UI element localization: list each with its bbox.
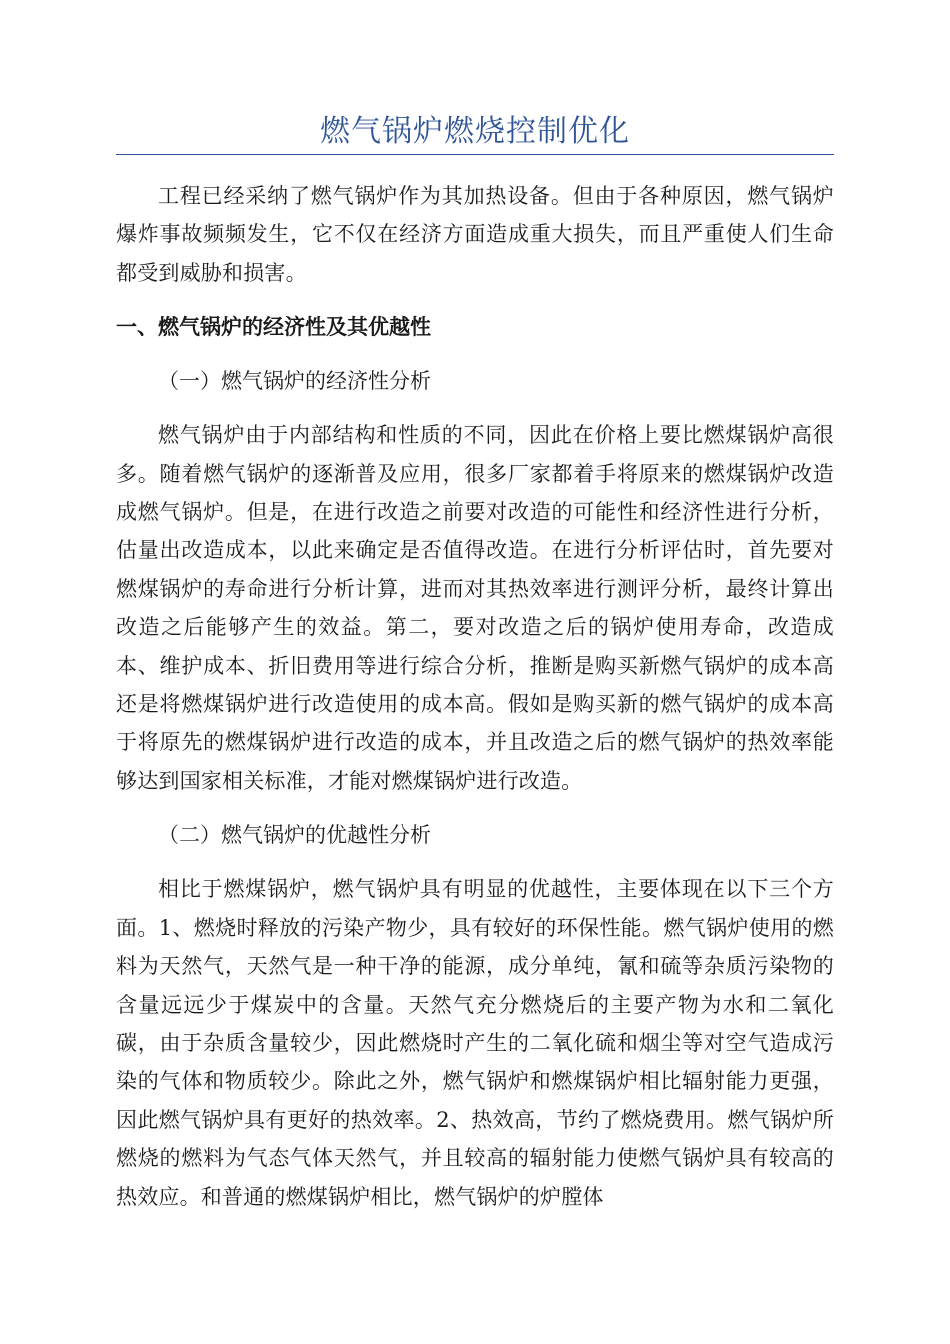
intro-paragraph: 工程已经采纳了燃气锅炉作为其加热设备。但由于各种原因，燃气锅炉爆炸事故频频发生，它不仅在经济方面造成重大损失，而且严重使人们生命都受到威胁和损害。 (116, 184, 834, 285)
economy-paragraph: 燃气锅炉由于内部结构和性质的不同，因此在价格上要比燃煤锅炉高很多。随着燃气锅炉的逐渐普及应用，很多厂家都着手将原来的燃煤锅炉改造成燃气锅炉。但是，在进行改造之前要对改造的可能性和经济性进行分析，估量出改造成本，以此来确定是否值得改造。在进行分析评估时，首先要对燃煤锅炉的寿命进行分析计算，进而对其热效率进行测评分析，最终计算出改造之后能够产生的效益。第二，要对改造之后的锅炉使用寿命，改造成本、维护成本、折旧费用等进行综合分析，推断是购买新燃气锅炉的成本高还是将燃煤锅炉进行改造使用的成本高。假如是购买新的燃气锅炉的成本高于将原先的燃煤锅炉进行改造的成本，并且改造之后的燃气锅炉的热效率能够达到国家相关标准，才能对燃煤锅炉进行改造。 (116, 423, 834, 793)
spacer (116, 854, 834, 870)
section-heading: 一、燃气锅炉的经济性及其优越性 (116, 315, 431, 340)
subsection-heading-advantage: （二）燃气锅炉的优越性分析 (158, 823, 431, 848)
spacer (116, 346, 834, 362)
subsection-heading-economy: （一）燃气锅炉的经济性分析 (158, 369, 431, 394)
document-title: 燃气锅炉燃烧控制优化 (320, 114, 630, 149)
spacer (116, 292, 834, 308)
advantage-paragraph: 相比于燃煤锅炉，燃气锅炉具有明显的优越性，主要体现在以下三个方面。1、燃烧时释放的污染产物少，具有较好的环保性能。燃气锅炉使用的燃料为天然气，天然气是一种干净的能源，成分单纯，氰和硫等杂质污染物的含量远远少于煤炭中的含量。天然气充分燃烧后的主要产物为水和二氧化碳，由于杂质含量较少，因此燃烧时产生的二氧化硫和烟尘等对空气造成污染的气体和物质较少。除此之外，燃气锅炉和燃煤锅炉相比辐射能力更强，因此燃气锅炉具有更好的热效率。2、热效高，节约了燃烧费用。燃气锅炉所燃烧的燃料为气态气体天然气，并且较高的辐射能力使燃气锅炉具有较高的热效应。和普通的燃煤锅炉相比，燃气锅炉的炉膛体 (116, 877, 834, 1209)
title-underline (116, 154, 834, 155)
spacer (116, 400, 834, 416)
spacer (116, 800, 834, 816)
